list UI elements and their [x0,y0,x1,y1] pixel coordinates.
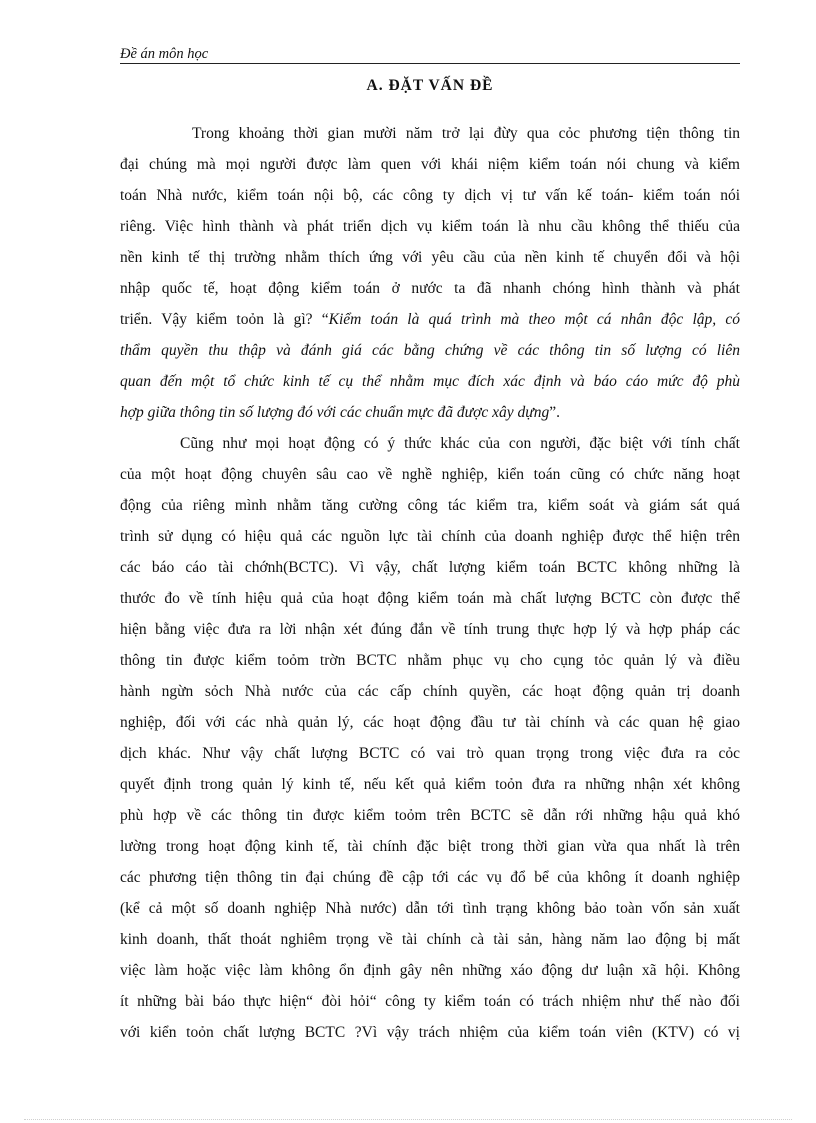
text-line: động của riêng mình nhằm tăng cường công tác kiểm tra, kiểm soát và giám sát quá [120,497,740,514]
text-line: hiện bằng việc đưa ra lời nhận xét đúng đắn về tính trung thực hợp lý và hợp pháp các [120,621,740,638]
text-line: dịch khác. Như vậy chất lượng BCTC có vai trò quan trọng trong việc đưa ra cỏc [120,745,740,762]
text-line [120,370,740,394]
text-line: việc làm hoặc việc làm không ổn định gây nên những xáo động dư luận xã hội. Không [120,962,740,979]
text-line: kinh doanh, thất thoát nghiêm trọng về tài chính cà tài sản, hàng năm lao động bị mất [120,931,740,948]
text-line: hành ngừn sỏch Nhà nước của các cấp chính quyền, các hoạt động quản trị doanh [120,683,740,700]
quote-text: hợp giữa thông tin số lượng đó với các chuẩn mực đã được xây dựng [120,404,550,421]
quote-text: quan đến một tổ chức kinh tế cụ thể nhằm mục đích xác định và báo cáo mức độ phù [120,373,740,390]
text-line: các phương tiện thông tin đại chúng đề cập tới các vụ đổ bể của không ít doanh nghiệp [120,869,740,886]
text-line: quyết định trong quản lý kinh tế, nếu kết quả kiểm toỏn đưa ra những nhận xét không [120,776,740,793]
text-line: của một hoạt động chuyên sâu cao về nghề nghiệp, kiển toán cũng có chức năng hoạt [120,466,740,483]
text-line: hợp giữa thông tin số lượng đó với các chuẩn mực đã được xây dựng”. [120,404,560,421]
quote-text: thẩm quyền thu thập và đánh giá các bằng chứng về các thông tin số lượng có liên [120,342,740,359]
page-bottom-divider [24,1119,792,1120]
section-title: A. ĐẶT VẤN ĐỀ [366,77,494,94]
text-line: Cũng như mọi hoạt động có ý thức khác của con người, đặc biệt với tính chất [180,435,740,452]
text-line: lường trong hoạt động kinh tế, tài chính đặc biệt trong thời gian vừa qua nhất là trên [120,838,740,855]
text-line: thông tin được kiểm toỏm trờn BCTC nhằm phục vụ cho cụng tỏc quản lý và điều [120,652,740,669]
quote-text: Kiểm toán là quá trình mà theo một cá nhân độc lập, có [328,311,740,328]
text-line: ít những bài báo thực hiện“ đòi hỏi“ công ty kiểm toán có trách nhiệm như thế nào đối [120,993,740,1010]
text-line: phù hợp về các thông tin được kiểm toỏm trên BCTC sẽ dẫn rới những hậu quả khó [120,807,740,824]
text-line: triển. Vậy kiểm toỏn là gì? “Kiểm toán là quá trình mà theo một cá nhân độc lập, có [120,311,740,328]
text-line: với kiển toỏn chất lượng BCTC ?Vì vậy trách nhiệm của kiểm toán viên (KTV) có vị [120,1024,740,1041]
text-line: (kể cả một số doanh nghiệp Nhà nước) dẫn tới tình trạng không bảo toàn vốn sản xuất [120,900,740,917]
text-line: Trong khoảng thời gian mười năm trở lại đừy qua cỏc phương tiện thông tin [192,125,740,142]
text-line: nghiệp, đối với các nhà quản lý, các hoạt động đầu tư tài chính và các quan hệ giao [120,714,740,731]
text-line: đại chúng mà mọi người được làm quen với khái niệm kiểm toán nói chung và kiểm [120,156,740,173]
text-line [120,339,740,363]
text-line: các báo cáo tài chớnh(BCTC). Vì vậy, chất lượng kiểm toán BCTC không những là [120,559,740,576]
text-line: trình sử dụng có hiệu quả các nguồn lực tài chính của doanh nghiệp được thể hiện trên [120,528,740,545]
text-line: nhập quốc tế, hoạt động kiểm toán ở nước ta đã nhanh chóng hình thành và phát [120,280,740,297]
page-header: Đề án môn học [120,46,740,64]
text-line: thước đo về tính hiệu quả của hoạt động kiểm toán mà chất lượng BCTC còn được thể [120,590,740,607]
text-line: toán Nhà nước, kiểm toán nội bộ, các công ty dịch vị tư vấn kế toán- kiểm toán nói [120,187,740,204]
text-line: riêng. Việc hình thành và phát triển dịch vụ kiểm toán là nhu cầu không thể thiếu của [120,218,740,235]
text-line: nền kinh tế thị trường nhằm thích ứng với yêu cầu của nền kinh tế chuyển đổi và hội [120,249,740,266]
